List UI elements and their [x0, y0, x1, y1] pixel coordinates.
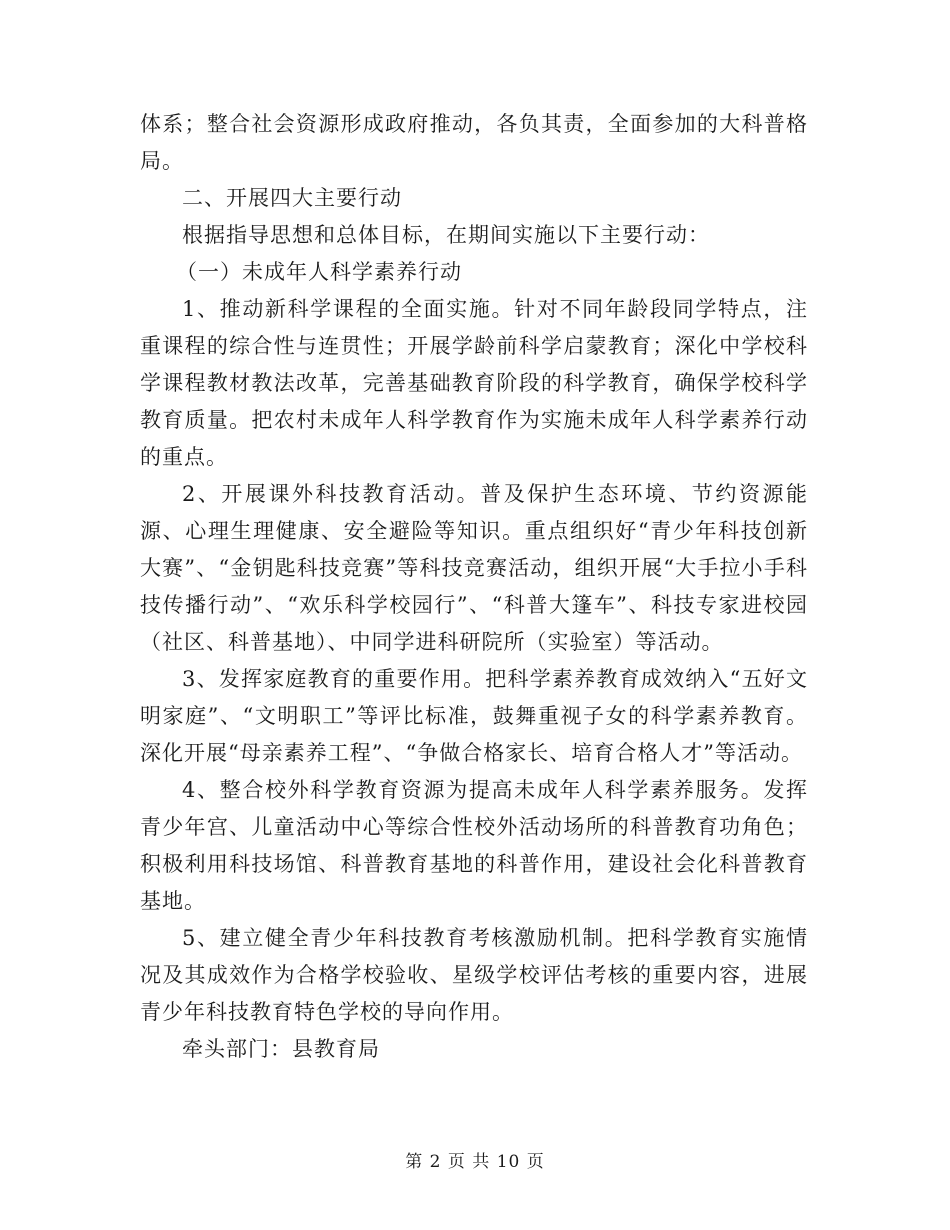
subsection-heading: （一）未成年人科学素养行动 [176, 260, 462, 284]
paragraph-intro: 根据指导思想和总体目标，在期间实施以下主要行动： [182, 223, 710, 247]
lead-department: 牵头部门：县教育局 [182, 1037, 380, 1061]
page-number-footer: 第 2 页 共 10 页 [405, 1152, 545, 1172]
paragraph-item-1: 1、推动新科学课程的全面实施。针对不同年龄段同学特点，注重课程的综合性与连贯性；开展学龄前科学启蒙教育；深化中学校科学课程教材教法改革，完善基础教育阶段的科学教育，确保学校科学教育质量。把农村未成年人科学教育作为实施未成年人科学素养行动的重点。 [140, 297, 808, 469]
paragraph-item-2: 2、开展课外科技教育活动。普及保护生态环境、节约资源能源、心理生理健康、安全避险等知识。重点组织好“青少年科技创新大赛”、“金钥匙科技竞赛”等科技竞赛活动，组织开展“大手拉小手科技传播行动”、“欢乐科学校园行”、“科普大篷车”、科技专家进校园（社区、科普基地）、中同学进科研院所（实验室）等活动。 [140, 482, 808, 654]
section-heading: 二、开展四大主要行动 [182, 186, 402, 210]
paragraph-continuation: 体系；整合社会资源形成政府推动，各负其责，全面参加的大科普格局。 [140, 112, 808, 173]
paragraph-item-4: 4、整合校外科学教育资源为提高未成年人科学素养服务。发挥青少年宫、儿童活动中心等综合性校外活动场所的科普教育功角色；积极利用科技场馆、科普教育基地的科普作用，建设社会化科普教育基地。 [140, 778, 808, 913]
paragraph-item-5: 5、建立健全青少年科技教育考核激励机制。把科学教育实施情况及其成效作为合格学校验收、星级学校评估考核的重要内容，进展青少年科技教育特色学校的导向作用。 [140, 926, 808, 1024]
paragraph-item-3: 3、发挥家庭教育的重要作用。把科学素养教育成效纳入“五好文明家庭”、“文明职工”等评比标准，鼓舞重视子女的科学素养教育。深化开展“母亲素养工程”、“争做合格家长、培育合格人才”等活动。 [140, 667, 808, 765]
document-body [140, 106, 808, 1068]
